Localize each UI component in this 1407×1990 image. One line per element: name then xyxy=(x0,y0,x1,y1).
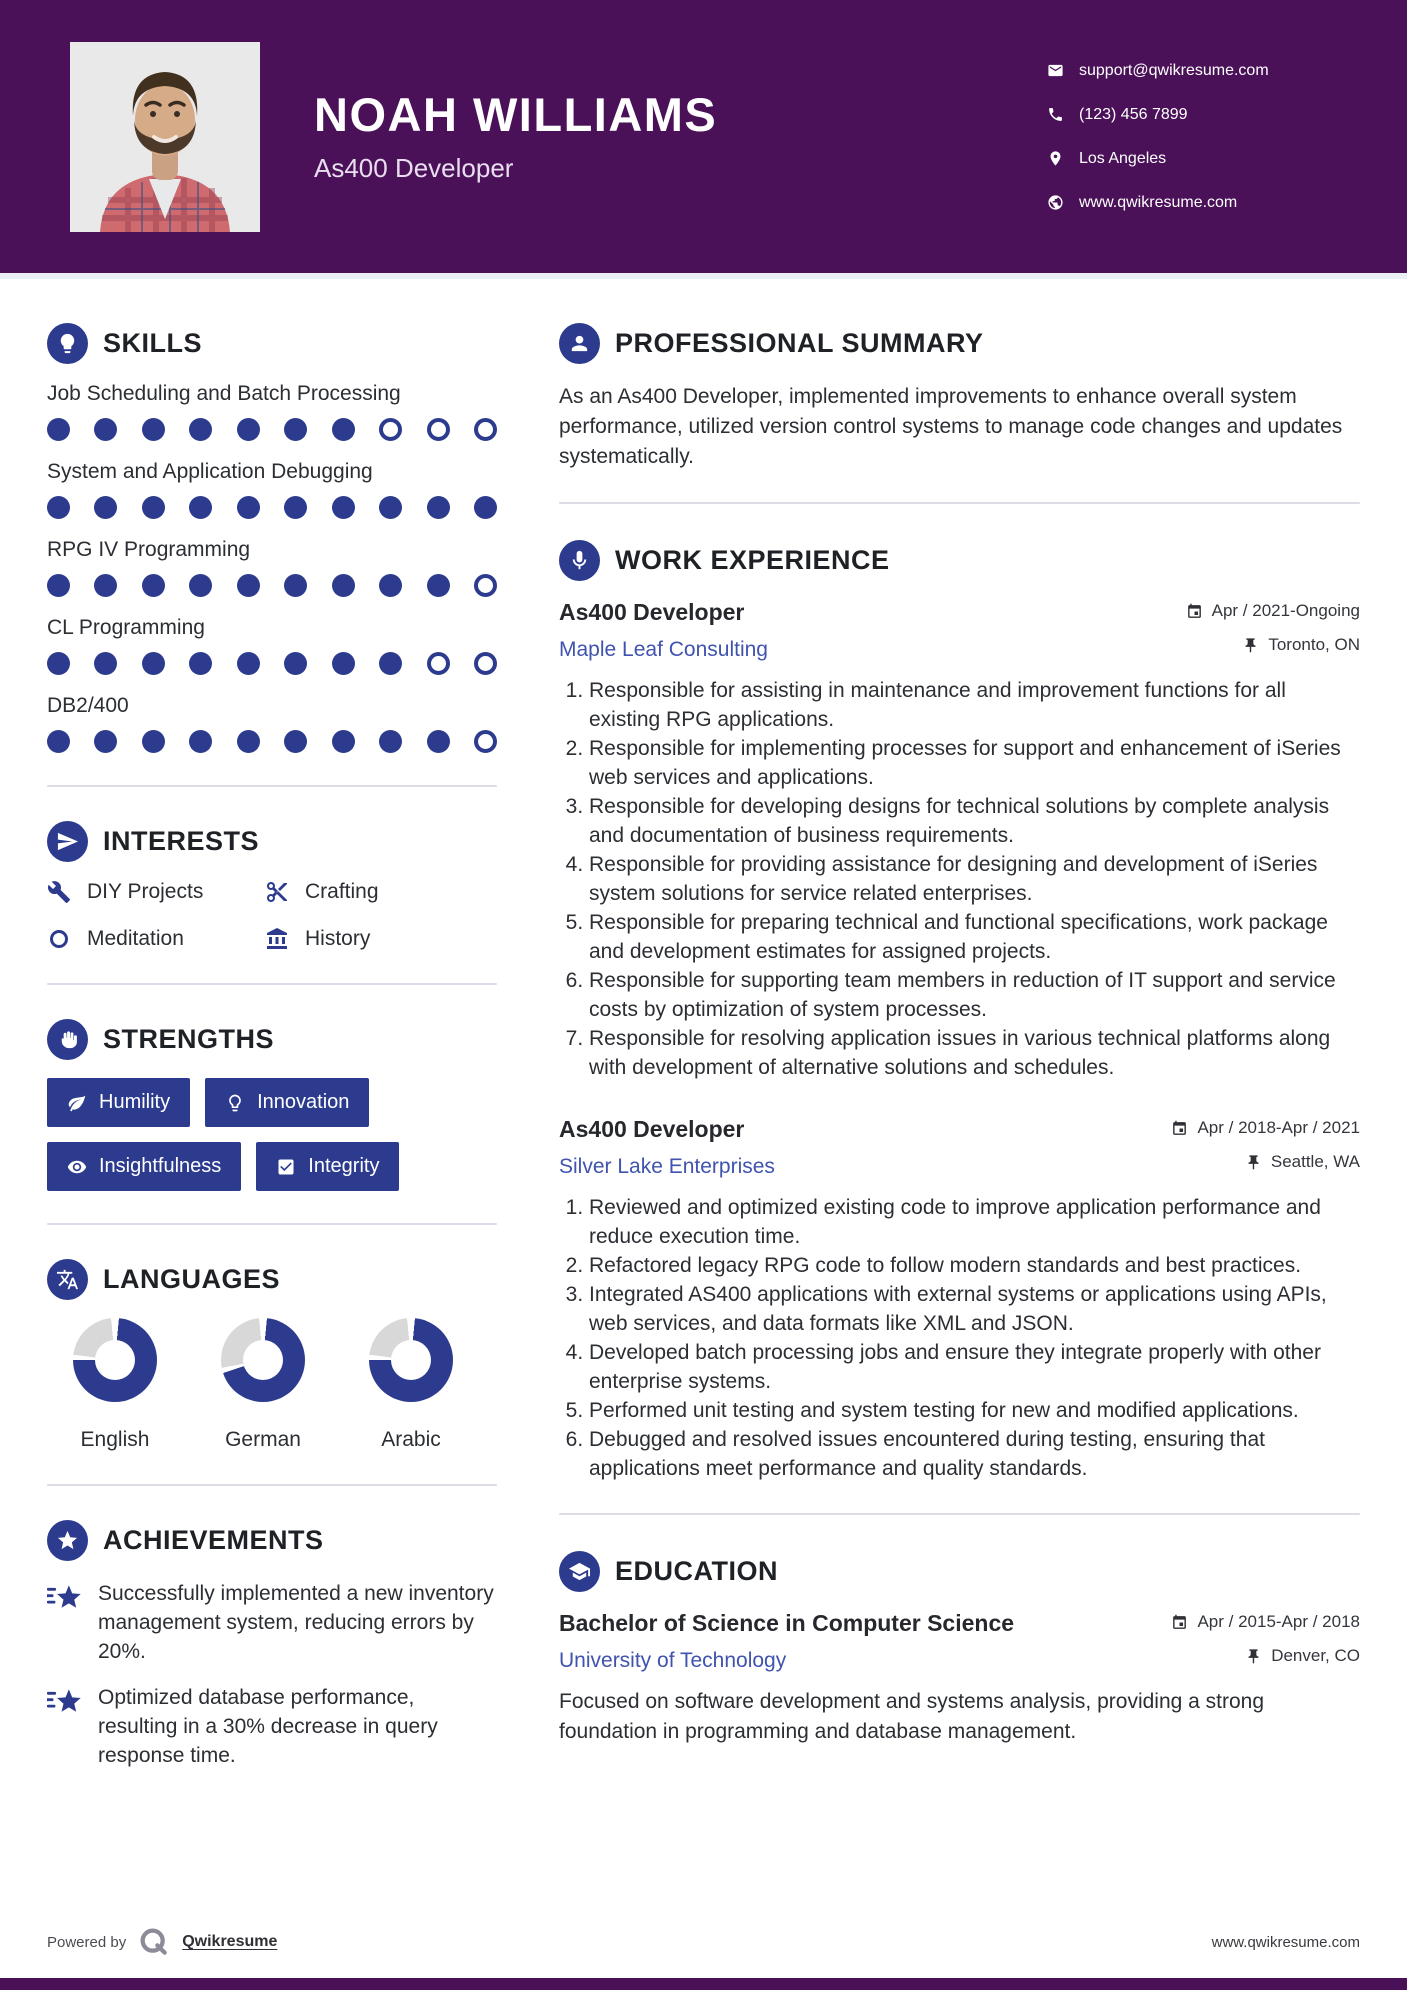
skill-dot xyxy=(379,652,402,675)
interest-item xyxy=(47,927,265,951)
languages-list xyxy=(47,1318,497,1452)
job-dates-text: Apr / 2021-Ongoing xyxy=(1211,601,1360,620)
education-description: Focused on software development and systems analysis, providing a strong foundation in programming and database management. xyxy=(559,1690,1265,1743)
skills-section-heading xyxy=(47,323,497,364)
skill-name: CL Programming xyxy=(47,616,205,639)
skill-dot xyxy=(142,574,165,597)
language-label: English xyxy=(80,1428,150,1451)
job-entry xyxy=(559,599,1360,1082)
job-bullets xyxy=(559,1193,1360,1483)
strength-label: Insightfulness xyxy=(99,1155,222,1177)
skill-item xyxy=(47,460,497,519)
strengths-heading: STRENGTHS xyxy=(103,1024,275,1054)
job-bullet: 6. Debugged and resolved issues encountered during testing, ensuring that applications meet performance and quality standards. xyxy=(589,1425,1360,1483)
skill-dot xyxy=(189,730,212,753)
skill-dot xyxy=(47,652,70,675)
skill-level-dots xyxy=(47,730,497,753)
candidate-name: NOAH WILLIAMS xyxy=(314,88,718,142)
skill-dot xyxy=(142,496,165,519)
skill-dot xyxy=(474,418,497,441)
q-logo-icon xyxy=(138,1926,170,1958)
job-bullet: 7. Responsible for resolving application issues in various technical platforms along with development of alternative solutions and schedules. xyxy=(589,1024,1360,1082)
job-title: As400 Developer xyxy=(559,1116,745,1142)
fist-icon xyxy=(47,1019,88,1060)
degree-title: Bachelor of Science in Computer Science xyxy=(559,1610,1015,1636)
education-location-text: Denver, CO xyxy=(1271,1646,1360,1665)
job-bullet: 3. Integrated AS400 applications with external systems or applications using APIs, web services, and data formats like XML and JSON. xyxy=(589,1280,1360,1338)
strength-badge xyxy=(47,1142,241,1191)
skill-dot xyxy=(284,496,307,519)
push-pin-icon xyxy=(1242,637,1259,654)
powered-by-label: Powered by xyxy=(47,1933,127,1951)
interest-label: History xyxy=(305,927,371,950)
school-link[interactable]: University of Technology xyxy=(559,1649,787,1672)
donut-hole xyxy=(95,1340,135,1380)
skill-dot xyxy=(284,730,307,753)
language-item xyxy=(369,1318,453,1452)
job-bullet: 3. Responsible for developing designs for technical solutions by complete analysis and documentation of business requirements. xyxy=(589,792,1360,850)
interests-section-heading xyxy=(47,821,497,862)
push-pin-icon xyxy=(1245,1648,1262,1665)
skill-dot xyxy=(332,652,355,675)
achievements-heading: ACHIEVEMENTS xyxy=(103,1525,324,1555)
experience-section-heading xyxy=(559,540,1360,581)
star-icon xyxy=(47,1520,88,1561)
job-bullet: 4. Developed batch processing jobs and ensure they integrate properly with other enterprise systems. xyxy=(589,1338,1360,1396)
museum-icon xyxy=(265,927,289,951)
strength-label: Innovation xyxy=(257,1091,350,1113)
skill-name: RPG IV Programming xyxy=(47,538,251,561)
skill-dot xyxy=(94,496,117,519)
bottom-accent-bar xyxy=(0,1978,1407,1990)
skill-dot xyxy=(237,652,260,675)
skill-dot xyxy=(284,574,307,597)
calendar-icon xyxy=(1171,1614,1188,1631)
interest-item xyxy=(265,880,497,904)
language-donut xyxy=(369,1318,453,1402)
contact-row[interactable] xyxy=(1047,62,1337,80)
profile-photo xyxy=(70,42,260,232)
language-label: Arabic xyxy=(381,1428,441,1451)
skill-item xyxy=(47,382,497,441)
paper-plane-icon xyxy=(47,821,88,862)
language-item xyxy=(221,1318,305,1452)
job-bullet: 6. Responsible for supporting team members in reduction of IT support and service costs by optimization of system processes. xyxy=(589,966,1360,1024)
skill-dot xyxy=(142,418,165,441)
contact-block xyxy=(1047,62,1347,212)
language-donut xyxy=(221,1318,305,1402)
lightbulb-icon xyxy=(47,323,88,364)
achievements-section-heading xyxy=(47,1520,497,1561)
skill-dot xyxy=(47,418,70,441)
divider xyxy=(559,1513,1360,1515)
skill-dot xyxy=(237,730,260,753)
job-bullet: 5. Responsible for preparing technical and functional specifications, work package and development estimates for assigned projects. xyxy=(589,908,1360,966)
skill-dot xyxy=(427,496,450,519)
globe-icon xyxy=(1047,194,1064,211)
job-dates xyxy=(1171,1118,1360,1138)
strength-badge xyxy=(256,1142,399,1191)
job-dates xyxy=(1186,601,1360,621)
languages-heading: LANGUAGES xyxy=(103,1264,281,1294)
job-bullet: 4. Responsible for providing assistance for designing and development of iSeries system solutions for service related enterprises. xyxy=(589,850,1360,908)
skill-dot xyxy=(94,418,117,441)
shooting-star-icon xyxy=(47,1581,83,1613)
summary-section-heading xyxy=(559,323,1360,364)
skill-dot xyxy=(332,418,355,441)
skill-dot xyxy=(284,652,307,675)
summary-text: As an As400 Developer, implemented improvements to enhance overall system performance, utilized version control systems to manage code changes and updates systematically. xyxy=(559,385,1343,468)
job-bullets xyxy=(559,676,1360,1082)
shooting-star-icon xyxy=(47,1685,83,1717)
contact-row xyxy=(1047,106,1337,124)
skill-dot xyxy=(427,418,450,441)
divider xyxy=(559,502,1360,504)
footer-site-url: www.qwikresume.com xyxy=(1211,1933,1360,1951)
job-bullet: 2. Refactored legacy RPG code to follow modern standards and best practices. xyxy=(589,1251,1360,1280)
divider xyxy=(47,983,497,985)
donut-hole xyxy=(243,1340,283,1380)
wrench-icon xyxy=(47,880,71,904)
skill-dot xyxy=(474,730,497,753)
skill-dot xyxy=(332,574,355,597)
skill-dot xyxy=(189,652,212,675)
skill-dot xyxy=(142,652,165,675)
skill-level-dots xyxy=(47,496,497,519)
job-location-text: Toronto, ON xyxy=(1268,635,1360,654)
skill-dot xyxy=(94,574,117,597)
skill-dot xyxy=(379,496,402,519)
graduation-cap-icon xyxy=(559,1551,600,1592)
person-icon xyxy=(559,323,600,364)
page-footer xyxy=(0,1906,1407,1978)
summary-heading: PROFESSIONAL SUMMARY xyxy=(615,328,984,358)
left-column xyxy=(47,323,497,1787)
contact-text: www.qwikresume.com xyxy=(1079,193,1238,211)
skill-dot xyxy=(474,496,497,519)
skill-dot xyxy=(47,730,70,753)
job-bullet: 1. Reviewed and optimized existing code to improve application performance and reduce execution time. xyxy=(589,1193,1360,1251)
company-link[interactable]: Silver Lake Enterprises xyxy=(559,1155,775,1178)
education-entry xyxy=(559,1610,1360,1747)
eye-icon xyxy=(67,1157,87,1177)
resume-body xyxy=(0,279,1407,1906)
education-dates-text: Apr / 2015-Apr / 2018 xyxy=(1197,1612,1360,1631)
job-location xyxy=(1245,1152,1360,1172)
skill-item xyxy=(47,538,497,597)
interest-label: Crafting xyxy=(305,880,379,903)
microphone-icon xyxy=(559,540,600,581)
skill-dot xyxy=(427,574,450,597)
education-section-heading xyxy=(559,1551,1360,1592)
checkbox-icon xyxy=(276,1157,296,1177)
contact-row xyxy=(1047,150,1337,168)
skill-dot xyxy=(474,652,497,675)
qwikresume-link[interactable]: Qwikresume xyxy=(182,1933,278,1950)
skill-dot xyxy=(332,496,355,519)
skill-dot xyxy=(47,574,70,597)
skills-heading: SKILLS xyxy=(103,328,203,358)
job-bullet: 1. Responsible for assisting in maintenance and improvement functions for all existing RPG applications. xyxy=(589,676,1360,734)
skill-dot xyxy=(237,496,260,519)
contact-text: support@qwikresume.com xyxy=(1079,61,1269,79)
strength-label: Integrity xyxy=(308,1155,380,1177)
skill-dot xyxy=(379,418,402,441)
skill-dot xyxy=(427,730,450,753)
job-bullet: 5. Performed unit testing and system testing for new and modified applications. xyxy=(589,1396,1360,1425)
skill-dot xyxy=(237,574,260,597)
language-donut xyxy=(73,1318,157,1402)
education-dates xyxy=(1171,1612,1360,1632)
job-title: As400 Developer xyxy=(559,599,745,625)
calendar-icon xyxy=(1171,1120,1188,1137)
skill-dot xyxy=(189,418,212,441)
language-label: German xyxy=(225,1428,301,1451)
skill-level-dots xyxy=(47,574,497,597)
education-location xyxy=(1245,1646,1360,1666)
contact-text: Los Angeles xyxy=(1079,149,1167,167)
interests-list xyxy=(47,880,497,951)
job-location-text: Seattle, WA xyxy=(1270,1152,1360,1171)
skill-dot xyxy=(379,730,402,753)
resume-header xyxy=(0,0,1407,273)
translate-icon xyxy=(47,1259,88,1300)
strengths-list xyxy=(47,1078,497,1191)
email-icon xyxy=(1047,62,1064,79)
push-pin-icon xyxy=(1245,1154,1262,1171)
phone-icon xyxy=(1047,106,1064,123)
skill-dot xyxy=(189,496,212,519)
experience-heading: WORK EXPERIENCE xyxy=(615,545,890,575)
location-pin-icon xyxy=(1047,150,1064,167)
bulb-outline-icon xyxy=(225,1093,245,1113)
language-item xyxy=(73,1318,157,1452)
skill-level-dots xyxy=(47,652,497,675)
job-location xyxy=(1242,635,1360,655)
interest-label: Meditation xyxy=(87,927,184,950)
skills-list xyxy=(47,382,497,753)
jobs-list xyxy=(559,599,1360,1483)
skill-dot xyxy=(284,418,307,441)
achievements-list xyxy=(47,1579,497,1770)
contact-text: (123) 456 7899 xyxy=(1079,105,1188,123)
skill-item xyxy=(47,616,497,675)
strength-badge xyxy=(47,1078,190,1127)
interest-item xyxy=(265,927,497,951)
skill-dot xyxy=(189,574,212,597)
interest-item xyxy=(47,880,265,904)
strength-label: Humility xyxy=(99,1091,171,1113)
achievement-text: Optimized database performance, resulting in a 30% decrease in query response time. xyxy=(98,1686,438,1767)
skill-dot xyxy=(142,730,165,753)
donut-hole xyxy=(391,1340,431,1380)
skill-dot xyxy=(94,652,117,675)
achievement-item xyxy=(47,1683,497,1770)
skill-dot xyxy=(94,730,117,753)
job-entry xyxy=(559,1116,1360,1483)
interests-heading: INTERESTS xyxy=(103,826,260,856)
skill-name: System and Application Debugging xyxy=(47,460,373,483)
skill-dot xyxy=(237,418,260,441)
skill-name: Job Scheduling and Batch Processing xyxy=(47,382,401,405)
job-bullet: 2. Responsible for implementing processes for support and enhancement of iSeries web services and applications. xyxy=(589,734,1360,792)
skill-level-dots xyxy=(47,418,497,441)
circle-icon xyxy=(47,927,71,951)
company-link[interactable]: Maple Leaf Consulting xyxy=(559,638,768,661)
leaf-icon xyxy=(67,1093,87,1113)
candidate-job-title: As400 Developer xyxy=(314,152,514,183)
job-dates-text: Apr / 2018-Apr / 2021 xyxy=(1197,1118,1360,1137)
skill-item xyxy=(47,694,497,753)
skill-dot xyxy=(427,652,450,675)
skill-dot xyxy=(47,496,70,519)
education-heading: EDUCATION xyxy=(615,1556,778,1586)
achievement-item xyxy=(47,1579,497,1666)
divider xyxy=(47,1223,497,1225)
skill-dot xyxy=(474,574,497,597)
divider xyxy=(47,785,497,787)
strengths-section-heading xyxy=(47,1019,497,1060)
right-column xyxy=(559,323,1360,1747)
interest-label: DIY Projects xyxy=(87,880,204,903)
skill-name: DB2/400 xyxy=(47,694,129,717)
achievement-text: Successfully implemented a new inventory management system, reducing errors by 20%. xyxy=(98,1582,494,1663)
calendar-icon xyxy=(1186,603,1203,620)
languages-section-heading xyxy=(47,1259,497,1300)
contact-row[interactable] xyxy=(1047,194,1337,212)
divider xyxy=(47,1484,497,1486)
scissors-icon xyxy=(265,880,289,904)
strength-badge xyxy=(205,1078,369,1127)
skill-dot xyxy=(379,574,402,597)
skill-dot xyxy=(332,730,355,753)
